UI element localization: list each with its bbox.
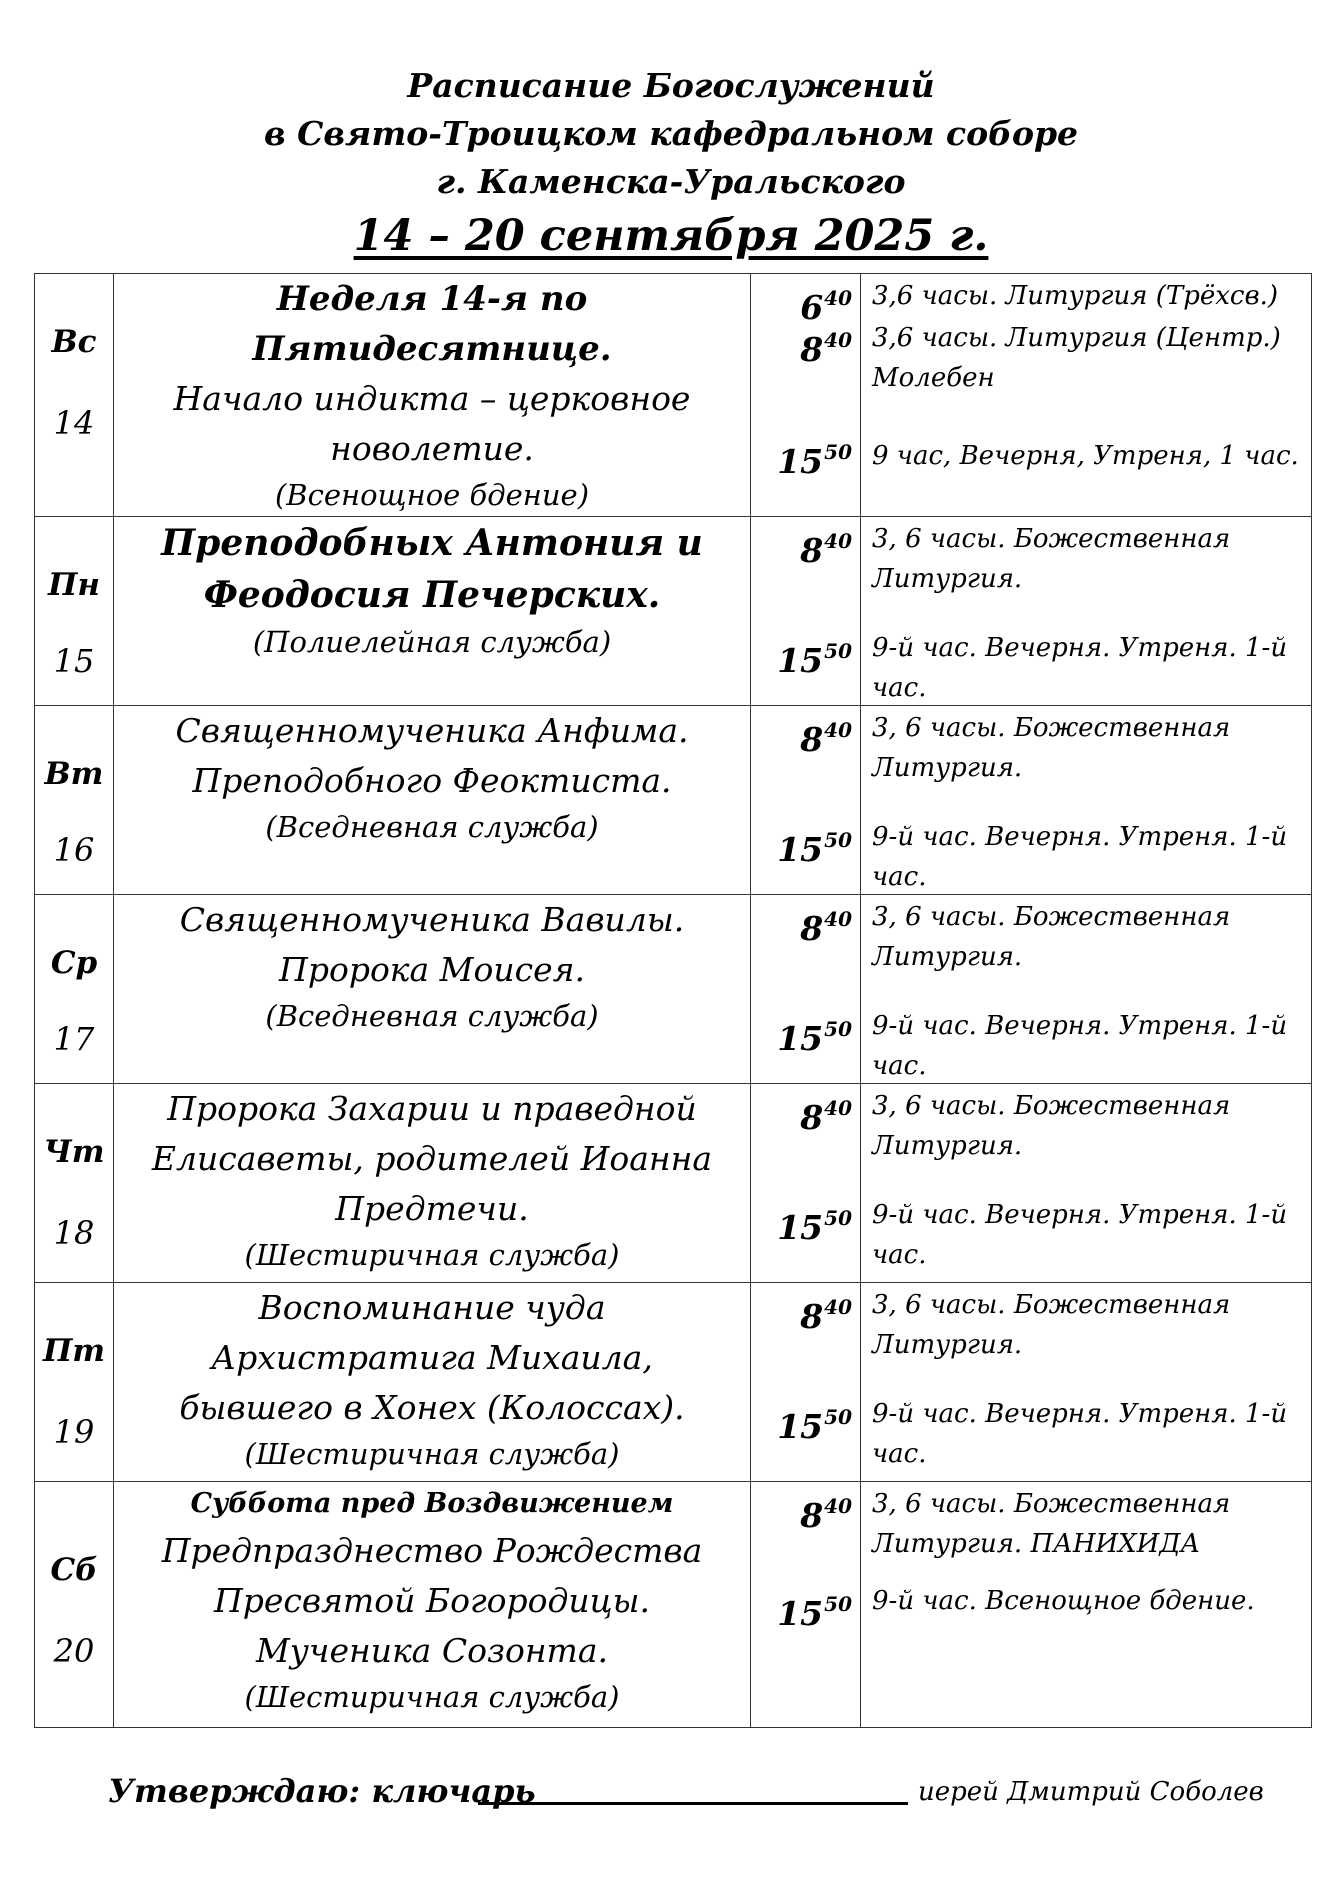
time-hours: 15	[777, 1019, 824, 1058]
service-time	[777, 1009, 852, 1059]
time-minutes: 40	[824, 1494, 852, 1518]
services-cell	[861, 706, 1312, 895]
time-minutes: 40	[824, 718, 852, 742]
signature-line	[478, 1802, 908, 1805]
time-hours: 15	[777, 1208, 824, 1247]
feast-line: Священномученика Вавилы.	[179, 900, 685, 939]
header-city: г. Каменска-Уральского	[436, 162, 906, 201]
time-minutes: 50	[824, 1405, 852, 1429]
feast-cell	[114, 1482, 751, 1728]
header-title: Расписание Богослужений	[407, 66, 935, 105]
weekday-abbr: Вс	[51, 324, 97, 360]
feast-line: Воспоминание чуда	[258, 1288, 606, 1327]
service-type: (Шестиричная служба)	[244, 1437, 620, 1471]
feast-line: Священномученика Анфима.	[175, 711, 689, 750]
service-time	[800, 320, 852, 370]
weekday-abbr: Ср	[50, 945, 98, 981]
time-hours: 8	[800, 330, 824, 369]
service-description: 9 час, Вечерня, Утреня, 1 час.	[872, 441, 1299, 471]
time-minutes: 40	[824, 907, 852, 931]
day-cell	[35, 895, 114, 1084]
service-description: 3,6 часы. Литургия (Трёхсв.)	[872, 281, 1279, 311]
feast-line: Преподобных Антония и	[161, 522, 703, 564]
feast-line: Мученика Созонта.	[255, 1631, 609, 1670]
day-number: 16	[53, 831, 95, 869]
signer-name: иерей Дмитрий Соболев	[918, 1777, 1264, 1807]
time-hours: 8	[800, 1297, 824, 1336]
schedule-row	[35, 517, 1312, 706]
feast-line: Предтечи.	[335, 1189, 529, 1228]
time-cell	[751, 274, 861, 517]
weekday-abbr: Вт	[44, 756, 104, 792]
time-minutes: 40	[824, 1096, 852, 1120]
feast-line: Неделя 14-я по Пятидесятнице.	[252, 279, 612, 369]
feast-line: Пророка Моисея.	[279, 950, 585, 989]
time-hours: 15	[777, 1594, 824, 1633]
service-time	[777, 1397, 852, 1447]
service-description: 9-й час. Вечерня. Утреня. 1-й час.	[872, 633, 1288, 703]
time-hours: 8	[800, 720, 824, 759]
day-number: 15	[53, 642, 95, 680]
time-minutes: 40	[824, 328, 852, 352]
time-cell	[751, 517, 861, 706]
day-cell	[35, 274, 114, 517]
service-description: 9-й час. Вечерня. Утреня. 1-й час.	[872, 1200, 1288, 1270]
service-description: 3, 6 часы. Божественная Литургия. ПАНИХИДА	[872, 1489, 1231, 1559]
time-hours: 8	[800, 909, 824, 948]
service-type: (Вседневная служба)	[265, 999, 599, 1033]
time-minutes: 50	[824, 639, 852, 663]
day-number: 18	[53, 1214, 95, 1252]
time-cell	[751, 1482, 861, 1728]
weekday-abbr: Пн	[48, 567, 100, 603]
time-minutes: 40	[824, 529, 852, 553]
time-cell	[751, 895, 861, 1084]
service-description: 3, 6 часы. Божественная Литургия.	[872, 524, 1231, 594]
service-description: 3, 6 часы. Божественная Литургия.	[872, 713, 1231, 783]
schedule-row	[35, 895, 1312, 1084]
service-time	[777, 820, 852, 870]
service-description: 9-й час. Вечерня. Утреня. 1-й час.	[872, 1399, 1288, 1469]
day-number: 20	[53, 1632, 95, 1670]
time-minutes: 40	[824, 286, 852, 310]
service-description: 3,6 часы. Литургия (Центр.) Молебен	[872, 323, 1281, 393]
feast-line: Предпразднество Рождества	[161, 1531, 703, 1570]
service-description: 3, 6 часы. Божественная Литургия.	[872, 1091, 1231, 1161]
weekday-abbr: Чт	[43, 1134, 105, 1170]
feast-line: Елисаветы, родителей Иоанна	[151, 1139, 713, 1178]
feast-line: бывшего в Хонех (Колоссах).	[179, 1388, 685, 1427]
service-time	[800, 521, 852, 571]
service-time	[800, 1088, 852, 1138]
header-dates: 14 – 20 сентября 2025 г.	[353, 211, 989, 261]
feast-line: Начало индикта – церковное	[173, 379, 691, 418]
time-hours: 15	[777, 830, 824, 869]
feast-line: Пресвятой Богородицы.	[213, 1581, 651, 1620]
service-time	[800, 1486, 852, 1536]
day-number: 19	[53, 1413, 95, 1451]
time-hours: 8	[800, 1496, 824, 1535]
service-description: 9-й час. Всенощное бдение.	[872, 1586, 1255, 1616]
service-type: (Шестиричная служба)	[244, 1680, 620, 1714]
service-description: 9-й час. Вечерня. Утреня. 1-й час.	[872, 1011, 1288, 1081]
services-cell	[861, 274, 1312, 517]
feast-cell	[114, 517, 751, 706]
weekday-abbr: Пт	[42, 1333, 106, 1369]
approval-footer	[108, 1766, 1308, 1826]
header-church: в Свято-Троицком кафедральном соборе	[263, 114, 1079, 153]
schedule-row	[35, 1283, 1312, 1482]
schedule-row	[35, 1482, 1312, 1728]
service-time	[777, 1198, 852, 1248]
feast-line: Архистратига Михаила,	[211, 1338, 653, 1377]
service-description: 3, 6 часы. Божественная Литургия.	[872, 902, 1231, 972]
services-cell	[861, 1283, 1312, 1482]
feast-line: Преподобного Феоктиста.	[192, 761, 672, 800]
feast-cell	[114, 1283, 751, 1482]
schedule-row	[35, 706, 1312, 895]
feast-cell	[114, 895, 751, 1084]
feast-cell	[114, 706, 751, 895]
weekday-abbr: Сб	[50, 1552, 98, 1588]
services-cell	[861, 517, 1312, 706]
day-cell	[35, 1482, 114, 1728]
schedule-table	[34, 273, 1312, 1728]
day-cell	[35, 1283, 114, 1482]
time-minutes: 50	[824, 1017, 852, 1041]
services-cell	[861, 1084, 1312, 1283]
services-cell	[861, 895, 1312, 1084]
service-time	[800, 710, 852, 760]
time-cell	[751, 1283, 861, 1482]
time-hours: 15	[777, 1407, 824, 1446]
service-time	[777, 432, 852, 482]
time-cell	[751, 706, 861, 895]
time-minutes: 50	[824, 828, 852, 852]
feast-cell	[114, 274, 751, 517]
schedule-row	[35, 274, 1312, 517]
schedule-row	[35, 1084, 1312, 1283]
feast-line: Суббота пред Воздвижением	[190, 1488, 674, 1519]
feast-line: Феодосия Печерских.	[203, 574, 661, 616]
day-cell	[35, 1084, 114, 1283]
time-hours: 8	[800, 1098, 824, 1137]
service-type: (Вседневная служба)	[265, 810, 599, 844]
service-type: (Полиелейная служба)	[252, 625, 612, 659]
service-description: 9-й час. Вечерня. Утреня. 1-й час.	[872, 822, 1288, 892]
service-time	[800, 899, 852, 949]
service-type: (Шестиричная служба)	[244, 1238, 620, 1272]
service-description: 3, 6 часы. Божественная Литургия.	[872, 1290, 1231, 1360]
day-cell	[35, 706, 114, 895]
day-cell	[35, 517, 114, 706]
service-time	[800, 1287, 852, 1337]
time-hours: 15	[777, 641, 824, 680]
time-minutes: 50	[824, 440, 852, 464]
service-time	[777, 1584, 852, 1634]
feast-cell	[114, 1084, 751, 1283]
feast-line: новолетие.	[330, 429, 534, 468]
service-type: (Всенощное бдение)	[274, 478, 590, 512]
time-hours: 15	[777, 442, 824, 481]
day-number: 17	[53, 1020, 95, 1058]
service-time	[777, 631, 852, 681]
time-minutes: 40	[824, 1295, 852, 1319]
time-cell	[751, 1084, 861, 1283]
document-header	[0, 62, 1342, 266]
day-number: 14	[53, 404, 95, 442]
feast-line: Пророка Захарии и праведной	[167, 1089, 697, 1128]
approval-label: Утверждаю: ключарь	[108, 1772, 536, 1810]
time-hours: 6	[800, 288, 824, 327]
services-cell	[861, 1482, 1312, 1728]
time-minutes: 50	[824, 1206, 852, 1230]
time-minutes: 50	[824, 1592, 852, 1616]
time-hours: 8	[800, 531, 824, 570]
